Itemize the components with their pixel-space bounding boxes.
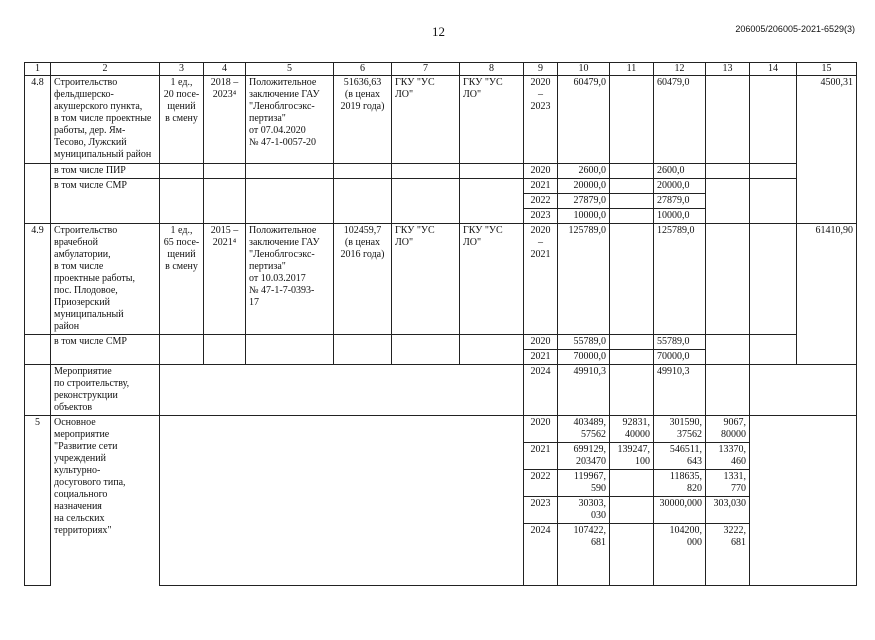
header-cell: 2: [51, 63, 160, 76]
year: 2021: [524, 179, 558, 194]
year: 2024: [524, 365, 558, 416]
cell-regional: 125789,0: [654, 224, 706, 335]
cell-total: 55789,0: [558, 335, 610, 350]
table-row: [25, 416, 857, 443]
cell-federal: [610, 497, 654, 524]
header-cell: 11: [610, 63, 654, 76]
year: 2020 – 2023: [524, 76, 558, 164]
object-name: Строительство врачебной амбулатории, в том числе проектные работы, пос. Плодовое, Приозерский муниципальный район: [51, 224, 160, 335]
cell-total: 2600,0: [558, 164, 610, 179]
capacity: 1 ед., 65 посе- щений в смену: [160, 224, 204, 335]
developer: ГКУ "УС ЛО": [460, 76, 524, 164]
cell-total: 107422, 681: [558, 524, 610, 586]
cell-regional: 30000,000: [654, 497, 706, 524]
cell-empty: [610, 224, 654, 335]
cell-regional: 20000,0: [654, 179, 706, 194]
header-cell: 12: [654, 63, 706, 76]
header-cell: 6: [334, 63, 392, 76]
cell-regional: 49910,3: [654, 365, 706, 416]
header-cell: 8: [460, 63, 524, 76]
customer: ГКУ "УС ЛО": [392, 76, 460, 164]
cell-regional: 27879,0: [654, 194, 706, 209]
activity-name: Основное мероприятие "Развитие сети учреждений культурно- досугового типа, социального назначения на сельских территориях": [51, 416, 160, 586]
program-table: [24, 62, 857, 586]
table-row: [25, 365, 857, 416]
merged-empty-cell: [160, 416, 524, 586]
cell-regional: 55789,0: [654, 335, 706, 350]
year: 2021: [524, 350, 558, 365]
table-row: [25, 224, 857, 335]
period: 2018 – 2023⁴: [204, 76, 246, 164]
cell-regional: 118635, 820: [654, 470, 706, 497]
row-number: 4.8: [25, 76, 51, 164]
cell-empty: [750, 76, 797, 164]
header-cell: 10: [558, 63, 610, 76]
period: 2015 – 2021⁴: [204, 224, 246, 335]
cell-empty: [706, 76, 750, 164]
table-row: [25, 76, 857, 164]
header-cell: 9: [524, 63, 558, 76]
cell-local: 303,030: [706, 497, 750, 524]
header-cell: 14: [750, 63, 797, 76]
cell-col15: 61410,90: [797, 224, 857, 335]
measure-name: Мероприятие по строительству, реконструкции объектов: [51, 365, 160, 416]
header-cell: 7: [392, 63, 460, 76]
cell-local: 3222, 681: [706, 524, 750, 586]
year: 2024: [524, 524, 558, 586]
cell-regional: 60479,0: [654, 76, 706, 164]
row-number: 4.9: [25, 224, 51, 335]
cell-total: 699129, 203470: [558, 443, 610, 470]
sub-label: в том числе ПИР: [51, 164, 160, 179]
header-cell: 3: [160, 63, 204, 76]
expertise-conclusion: Положительное заключение ГАУ "Леноблгосэкс- пертиза" от 07.04.2020 № 47-1-0057-20: [246, 76, 334, 164]
table-row: [25, 209, 857, 224]
cell-regional: 10000,0: [654, 209, 706, 224]
cell-regional: 546511, 643: [654, 443, 706, 470]
year: 2020 – 2021: [524, 224, 558, 335]
document-id: 206005/206005-2021-6529(3): [735, 24, 855, 34]
merged-empty-cell: [750, 416, 857, 586]
year: 2020: [524, 416, 558, 443]
cell-empty: [750, 224, 797, 335]
capacity: 1 ед., 20 посе- щений в смену: [160, 76, 204, 164]
table-row: [25, 179, 857, 194]
expertise-conclusion: Положительное заключение ГАУ "Леноблгосэкс- пертиза" от 10.03.2017 № 47-1-7-0393- 17: [246, 224, 334, 335]
cell-total: 20000,0: [558, 179, 610, 194]
cell-federal: [610, 470, 654, 497]
cell-total: 30303, 030: [558, 497, 610, 524]
cell-regional: 104200, 000: [654, 524, 706, 586]
merged-empty-cell: [160, 365, 524, 416]
year: 2021: [524, 443, 558, 470]
cell-empty: [610, 76, 654, 164]
merged-empty-cell: [750, 365, 857, 416]
year: 2022: [524, 470, 558, 497]
year: 2020: [524, 335, 558, 350]
cell-local: 9067, 80000: [706, 416, 750, 443]
cell-total: 403489, 57562: [558, 416, 610, 443]
header-row: [25, 63, 857, 76]
page-number: 12: [432, 24, 445, 39]
object-name: Строительство фельдшерско- акушерского пункта, в том числе проектные работы, дер. Ям- Тесово, Лужский муниципальный район: [51, 76, 160, 164]
cell-local: 1331, 770: [706, 470, 750, 497]
cell-empty: [706, 224, 750, 335]
year: 2023: [524, 497, 558, 524]
table-row: [25, 350, 857, 365]
cell-total: 49910,3: [558, 365, 610, 416]
table-row: [25, 164, 857, 179]
estimated-cost: 51636,63 (в ценах 2019 года): [334, 76, 392, 164]
year: 2023: [524, 209, 558, 224]
cell-regional: 301590, 37562: [654, 416, 706, 443]
header-cell: 1: [25, 63, 51, 76]
header-cell: 15: [797, 63, 857, 76]
header-cell: 5: [246, 63, 334, 76]
cell-regional: 70000,0: [654, 350, 706, 365]
row-number: 5: [25, 416, 51, 443]
cell-total: 27879,0: [558, 194, 610, 209]
cell-total: 70000,0: [558, 350, 610, 365]
cell-federal: 139247, 100: [610, 443, 654, 470]
year: 2020: [524, 164, 558, 179]
cell-col15: 4500,31: [797, 76, 857, 164]
cell-federal: [610, 524, 654, 586]
cell-total: 125789,0: [558, 224, 610, 335]
cell-federal: 92831, 40000: [610, 416, 654, 443]
cell-regional: 2600,0: [654, 164, 706, 179]
cell-local: 13370, 460: [706, 443, 750, 470]
developer: ГКУ "УС ЛО": [460, 224, 524, 335]
cell-total: 10000,0: [558, 209, 610, 224]
sub-label: в том числе СМР: [51, 335, 160, 350]
header-cell: 13: [706, 63, 750, 76]
header-cell: 4: [204, 63, 246, 76]
cell-total: 60479,0: [558, 76, 610, 164]
sub-label: в том числе СМР: [51, 179, 160, 194]
cell-total: 119967, 590: [558, 470, 610, 497]
year: 2022: [524, 194, 558, 209]
table-row: [25, 194, 857, 209]
table-row: [25, 335, 857, 350]
customer: ГКУ "УС ЛО": [392, 224, 460, 335]
estimated-cost: 102459,7 (в ценах 2016 года): [334, 224, 392, 335]
